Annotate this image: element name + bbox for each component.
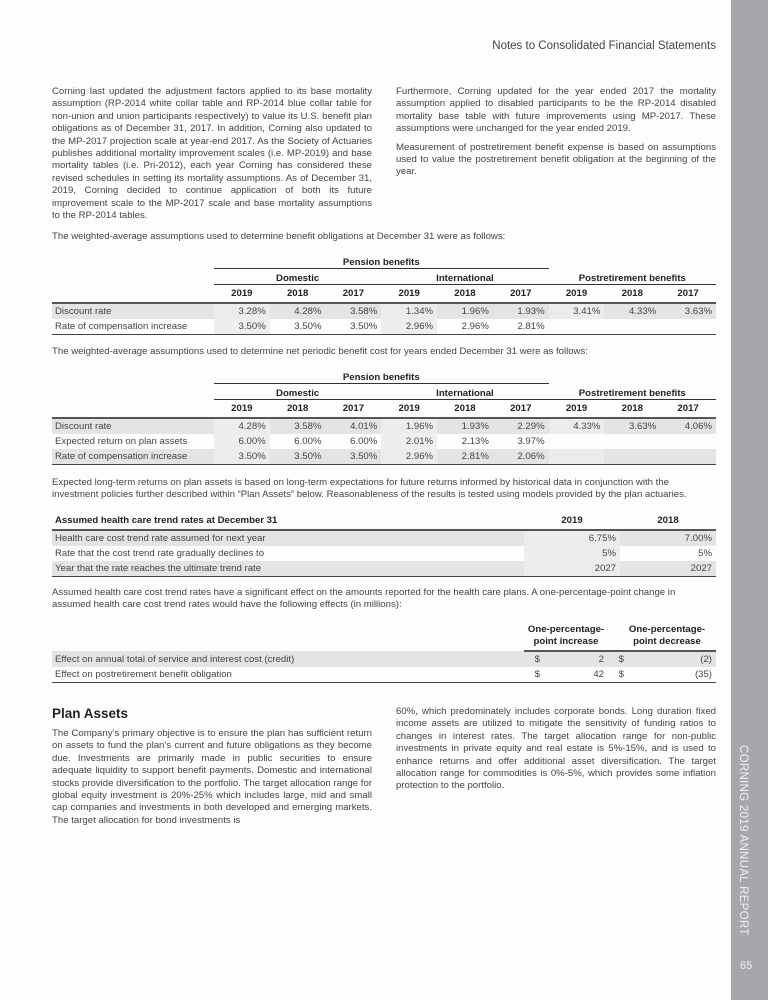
plan-assets-continued-paragraph: 60%, which predominately includes corporate bonds. Long duration fixed income assets are utilized to mitigate the sensitivity of funding ratios to changes in interest rates. The target allocation range for non-public investments in private equity and real estate is 5%-15%, and is used to enhance returns and offer additional asset diversification. The target allocation range for commodities is 0%-5%, which provides some inflation protection to the portfolio. [396, 706, 716, 792]
table-cell: 5% [698, 548, 712, 559]
table-cell: 6.00% [294, 436, 322, 447]
table-cell: 3.28% [214, 303, 270, 319]
table-cell: 2 [544, 651, 608, 667]
plan-assets-paragraph: The Company’s primary objective is to ensure the plan has sufficient return on assets to fund the plan’s current and future obligations as they become due. Investments are primarily made in public securities to ensure adequate liquidity to support benefit payments. Domestic and international stocks provide diversification to the portfolio. The target allocation range for global equity investment is 20%-25% which includes large, mid and small cap companies and investments in both developed and emerging markets. The target allocation for bond investments is [52, 728, 372, 826]
intro-right-column [396, 86, 716, 185]
year-header: 2017 [493, 400, 549, 419]
row-label: Health care cost trend rate assumed for next year [52, 530, 524, 546]
year-header: 2018 [437, 400, 493, 419]
table-cell: 2.13% [461, 436, 489, 447]
domestic-header: Domestic [214, 269, 381, 285]
currency-symbol: $ [524, 667, 544, 683]
row-label: Expected return on plan assets [55, 436, 188, 447]
table-cell: 3.50% [270, 449, 326, 465]
table-cell: 6.75% [524, 530, 620, 546]
row-label: Effect on postretirement benefit obligation [52, 667, 524, 683]
table-cell: 4.28% [270, 303, 326, 319]
row-label: Rate of compensation increase [52, 449, 214, 465]
table-cell: (2) [628, 651, 716, 667]
year-header: 2018 [604, 400, 660, 419]
year-header: 2018 [437, 285, 493, 304]
table1-lead: The weighted-average assumptions used to determine benefit obligations at December 31 were as follows: [52, 231, 506, 242]
year-header: 2019 [549, 285, 605, 304]
table-row [52, 530, 716, 546]
year-header: 2019 [214, 285, 270, 304]
header-line: One-percentage- [628, 624, 706, 635]
pension-benefits-header: Pension benefits [214, 368, 549, 384]
increase-header [524, 624, 608, 651]
year-header: 2019 [549, 400, 605, 419]
year-header: 2017 [326, 285, 382, 304]
year-header: 2017 [660, 285, 716, 304]
table-cell: 1.93% [493, 303, 549, 319]
row-label: Rate that the cost trend rate gradually declines to [55, 548, 265, 559]
table-cell: 4.33% [549, 418, 605, 434]
table-cell [604, 449, 660, 465]
table-cell: 2.01% [381, 434, 437, 449]
year-header: 2017 [326, 400, 382, 419]
page-number: 65 [740, 960, 753, 972]
year-header: 2018 [270, 400, 326, 419]
running-head: Notes to Consolidated Financial Statements [492, 40, 716, 52]
currency-symbol: $ [608, 667, 628, 683]
table-cell: 2.96% [437, 319, 493, 335]
table-cell: 2.81% [437, 449, 493, 465]
table-cell [660, 319, 716, 335]
table-cell: 1.96% [381, 418, 437, 434]
table-row [52, 418, 716, 434]
table-cell: 2.29% [493, 418, 549, 434]
table-cell: 6.00% [350, 436, 378, 447]
table2-lead: The weighted-average assumptions used to determine net periodic benefit cost for years ended December 31 were as follows: [52, 346, 588, 357]
intro-left-column [52, 86, 372, 228]
health-care-trend-table [52, 512, 716, 577]
table-row [52, 546, 716, 561]
table-cell: 3.63% [660, 303, 716, 319]
table-cell: 2.06% [493, 449, 549, 465]
table-cell: 42 [544, 667, 608, 683]
table-cell [549, 319, 605, 335]
year-header: 2019 [214, 400, 270, 419]
table-cell: 6.00% [214, 434, 270, 449]
table-cell: 4.06% [660, 418, 716, 434]
sidebar-band [731, 0, 768, 1000]
table-row [52, 434, 716, 449]
net-periodic-cost-table [52, 368, 716, 465]
row-label: Year that the rate reaches the ultimate trend rate [52, 561, 524, 577]
table-cell: 3.63% [604, 418, 660, 434]
plan-assets-right-column [396, 706, 716, 799]
decrease-header [608, 624, 716, 651]
table-cell: 7.00% [620, 530, 716, 546]
year-header: 2019 [381, 285, 437, 304]
disabled-mortality-paragraph: Furthermore, Corning updated for the year ended 2017 the mortality assumption applied to disabled participants to be the RP-2014 disabled mortality base table with future improvements using MP-2017. These assumptions were unchanged for the year ended 2019. [396, 86, 716, 135]
table-cell: 1.34% [381, 303, 437, 319]
international-header: International [381, 269, 548, 285]
postretirement-header: Postretirement benefits [549, 384, 716, 400]
table-cell: 3.50% [326, 319, 382, 335]
table-row [52, 561, 716, 577]
table-cell: 3.41% [549, 303, 605, 319]
table-cell: 4.01% [326, 418, 382, 434]
currency-symbol: $ [608, 651, 628, 667]
table-cell: 3.58% [326, 303, 382, 319]
table-cell [660, 449, 716, 465]
table-cell: 3.58% [270, 418, 326, 434]
table-row [52, 303, 716, 319]
report-title: CORNING 2019 ANNUAL REPORT [737, 745, 749, 936]
table4-lead: Assumed health care cost trend rates have a significant effect on the amounts reported for the health care plans. A one-percentage-point change in assumed health care cost trend rates would have the following effects (in millions): [52, 587, 676, 611]
table-row [52, 667, 716, 683]
table-cell [604, 319, 660, 335]
currency-symbol: $ [524, 651, 544, 667]
table-cell: 3.50% [214, 319, 270, 335]
table-cell: 2.81% [493, 319, 549, 335]
year-header: 2017 [660, 400, 716, 419]
table-cell: (35) [628, 667, 716, 683]
benefit-obligations-table [52, 253, 716, 335]
table-cell: 3.50% [214, 449, 270, 465]
year-header: 2019 [381, 400, 437, 419]
mortality-paragraph: Corning last updated the adjustment factors applied to its base mortality assumption (RP-2014 white collar table and RP-2014 blue collar table for non-union and union participants respectively) to value its U.S. benefit plan obligations as of December 31, 2017. In addition, Corning also updated to the MP-2017 projection scale at year-end 2017. As the Society of Actuaries publishes additional mortality improvement scales (i.e. MP-2019) and base mortality tables (i.e. Pri-2012), each year Corning has considered these revised schedules in setting its mortality assumptions. As of December 31, 2019, Corning decided to continue application of both its future improvement scale to the MP-2017 scale and base mortality assumptions to the RP-2014 tables. [52, 86, 372, 222]
year-header: 2018 [604, 285, 660, 304]
domestic-header: Domestic [214, 384, 381, 400]
one-percentage-point-table [52, 624, 716, 683]
plan-assets-left-column [52, 728, 372, 833]
trend-table-header: Assumed health care trend rates at December 31 [52, 512, 524, 530]
table-cell [604, 434, 660, 449]
measurement-paragraph: Measurement of postretirement benefit expense is based on assumptions used to value the postretirement benefit obligation at the beginning of the year. [396, 141, 716, 178]
table-row [52, 319, 716, 335]
postretirement-header: Postretirement benefits [549, 269, 716, 285]
year-header: 2017 [493, 285, 549, 304]
international-header: International [381, 384, 548, 400]
header-line: point decrease [633, 636, 701, 647]
header-line: One-percentage- [527, 624, 605, 635]
table-cell: 2.96% [381, 449, 437, 465]
pension-benefits-header: Pension benefits [214, 253, 549, 269]
table-cell: 4.33% [604, 303, 660, 319]
year-header: 2018 [620, 512, 716, 530]
table-cell [660, 434, 716, 449]
row-label: Discount rate [52, 418, 214, 434]
row-label: Rate of compensation increase [52, 319, 214, 335]
row-label: Effect on annual total of service and interest cost (credit) [52, 651, 524, 667]
row-label: Discount rate [52, 303, 214, 319]
table-cell: 4.28% [214, 418, 270, 434]
table-row [52, 449, 716, 465]
table-row [52, 651, 716, 667]
table-cell: 2027 [620, 561, 716, 577]
table-cell [549, 434, 605, 449]
plan-assets-heading: Plan Assets [52, 706, 129, 721]
table-cell: 5% [524, 546, 620, 561]
expected-returns-paragraph: Expected long-term returns on plan assets is based on long-term expectations for future returns informed by historical data in conjunction with the investment policies further described within “Plan Assets” below. Reasonableness of the results is tested using models provided by the plan actuaries. [52, 477, 687, 501]
table-cell: 3.97% [517, 436, 545, 447]
table-cell: 3.50% [326, 449, 382, 465]
table-cell [549, 449, 605, 465]
table-cell: 1.96% [437, 303, 493, 319]
table-cell: 1.93% [437, 418, 493, 434]
year-header: 2019 [524, 512, 620, 530]
table-cell: 2027 [524, 561, 620, 577]
header-line: point increase [533, 636, 599, 647]
year-header: 2018 [270, 285, 326, 304]
table-cell: 2.96% [381, 319, 437, 335]
table-cell: 3.50% [270, 319, 326, 335]
